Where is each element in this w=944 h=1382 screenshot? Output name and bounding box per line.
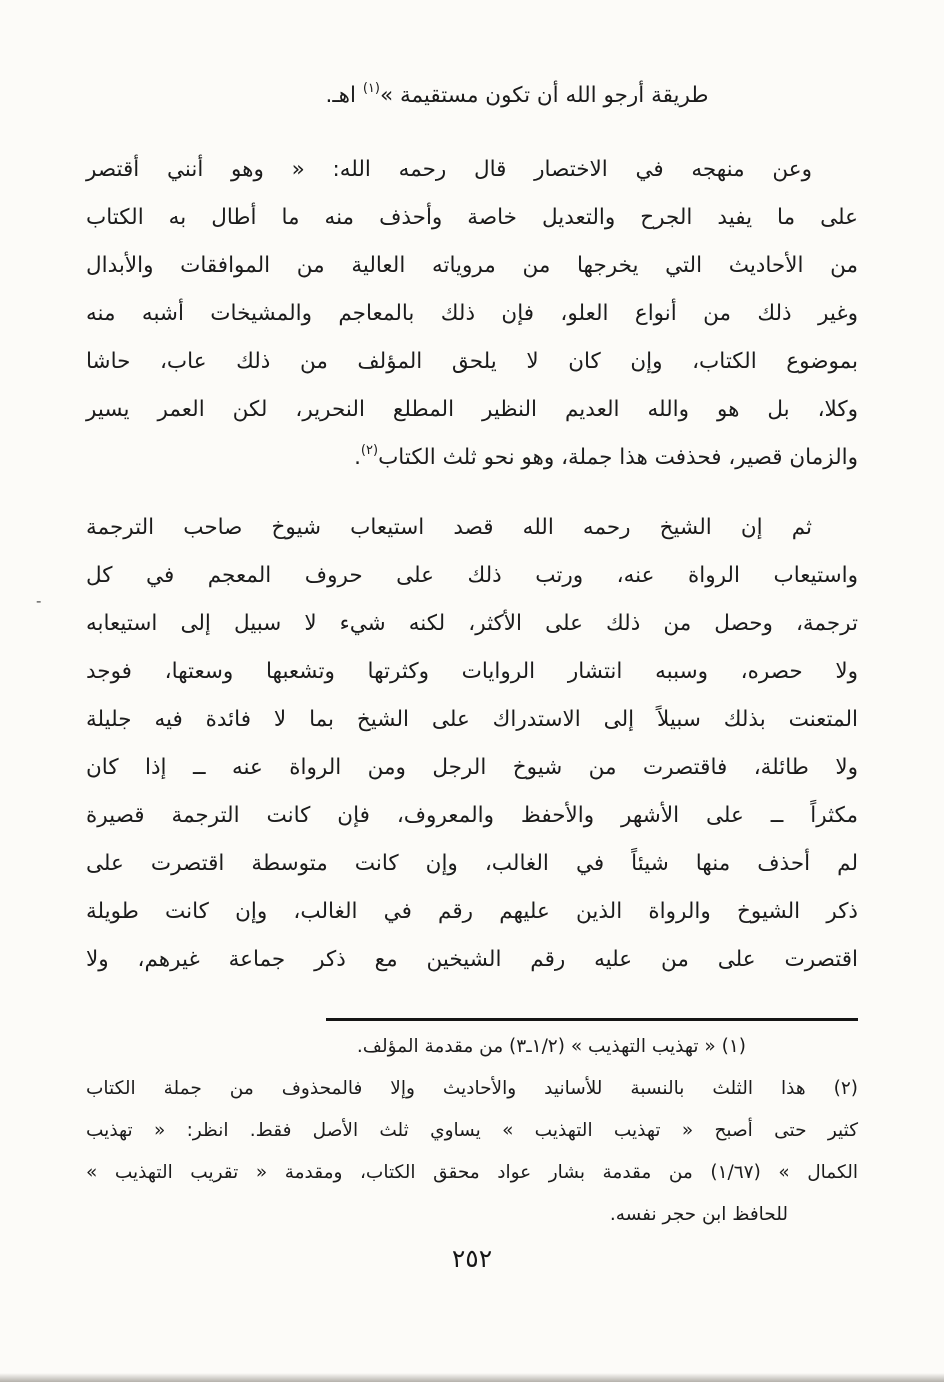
text-line: ثم إن الشيخ رحمه الله قصد استيعاب شيوخ صاحب الترجمة xyxy=(86,515,812,540)
text-line: ولا حصره، وسببه انتشار الروايات وكثرتها وتشعبها وسعتها، فوجد xyxy=(86,659,858,684)
text-line: (٢) هذا الثلث بالنسبة للأسانيد والأحاديث وإلا فالمحذوف من جملة الكتاب xyxy=(86,1078,858,1099)
scan-bottom-edge xyxy=(0,1373,944,1382)
paragraph-2-lines xyxy=(86,504,858,984)
margin-artifact-mark: - xyxy=(36,592,42,610)
text-line: على ما يفيد الجرح والتعديل خاصة وأحذف منه ما أطال به الكتاب xyxy=(86,205,858,230)
text-line: الكمال » (١/٦٧) من مقدمة بشار عواد محقق الكتاب، ومقدمة « تقريب التهذيب » xyxy=(86,1162,858,1183)
footnote-divider-rule xyxy=(326,1018,858,1021)
paragraph-1-last-line-text: والزمان قصير، فحذفت هذا جملة، وهو نحو ثلث الكتاب xyxy=(378,445,858,470)
paragraph-1-last-line-tail: . xyxy=(354,445,361,470)
text-line: من الأحاديث التي يخرجها من مروياته العالية من الموافقات والأبدال xyxy=(86,253,858,278)
paragraph-1-lines xyxy=(86,146,858,434)
text-line: وغير ذلك من أنواع العلو، فإن ذلك بالمعاجم والمشيخات أشبه منه xyxy=(86,301,858,326)
text-line: واستيعاب الرواة عنه، ورتب ذلك على حروف المعجم في كل xyxy=(86,563,858,588)
opening-line-text: طريقة أرجو الله أن تكون مستقيمة » xyxy=(379,83,709,108)
page-number: ٢٥٢ xyxy=(451,1244,493,1273)
footnote-2 xyxy=(86,1068,858,1236)
footnote-ref-2: (٢) xyxy=(360,442,379,458)
text-line: وعن منهجه في الاختصار قال رحمه الله: « وهو أنني أقتصر xyxy=(86,157,812,182)
text-line: مكثراً ــ على الأشهر والأحفظ والمعروف، فإن كانت الترجمة قصيرة xyxy=(86,803,858,828)
paragraph-1-last-line xyxy=(86,434,858,482)
text-line: المتعنت بذلك سبيلاً إلى الاستدراك على الشيخ بما لا فائدة فيه جليلة xyxy=(86,707,858,732)
text-line: بموضوع الكتاب، وإن كان لا يلحق المؤلف من ذلك عاب، حاشا xyxy=(86,349,858,374)
text-line: اقتصرت على من عليه رقم الشيخين مع ذكر جماعة غيرهم، ولا xyxy=(86,947,858,972)
opening-line-tail: اهـ. xyxy=(325,83,363,108)
text-line: لم أحذف منها شيئاً في الغالب، وإن كانت متوسطة اقتصرت على xyxy=(86,851,858,876)
paragraph-2 xyxy=(86,504,858,984)
footnote-1: (١) « تهذيب التهذيب » (١/٢ـ٣) من مقدمة المؤلف. xyxy=(356,1036,746,1057)
text-line: ترجمة، وحصل من ذلك على الأكثر، لكنه شيء لا سبيل إلى استيعابه xyxy=(86,611,858,636)
text-line: كثير حتى أصبح « تهذيب التهذيب » يساوي ثلث الأصل فقط. انظر: « تهذيب xyxy=(86,1120,858,1141)
footnotes-section xyxy=(86,1018,858,1236)
paragraph-1 xyxy=(86,146,858,482)
text-line: ذكر الشيوخ والرواة الذين عليهم رقم في الغالب، وإن كانت طويلة xyxy=(86,899,858,924)
main-text-block xyxy=(86,72,858,984)
footnote-2-last-line: للحافظ ابن حجر نفسه. xyxy=(609,1204,788,1225)
text-line: وكلا، بل هو والله العديم النظير المطلع النحرير، لكن العمر يسير xyxy=(86,397,858,422)
footnote-ref-1: (١) xyxy=(362,80,380,96)
opening-line xyxy=(131,72,903,120)
footnote-2-lines xyxy=(86,1068,858,1194)
text-line: ولا طائلة، فاقتصرت من شيوخ الرجل ومن الرواة عنه ــ إذا كان xyxy=(86,755,858,780)
